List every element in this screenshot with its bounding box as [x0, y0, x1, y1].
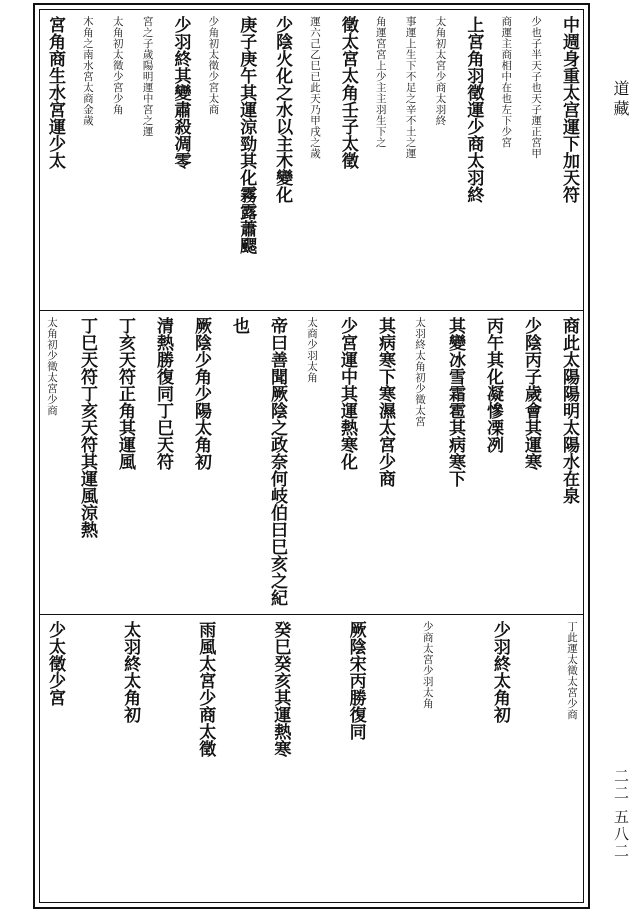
page-frame: [33, 3, 590, 909]
text-column: 厥陰少角少陽太角初: [191, 317, 211, 470]
text-band-top: [40, 10, 583, 306]
text-column: 中週身重太宫運下加天符: [559, 16, 579, 203]
text-column: 太商少羽太角: [306, 317, 318, 383]
text-column: 少角初太徵少宮太商: [207, 16, 220, 115]
text-column: 庚子庚午其運涼勁其化霧露蕭颸: [236, 16, 257, 254]
text-column: 少也子半天子也天子運正宮甲: [530, 16, 543, 159]
text-column: 商運主商相中在也左下少宮: [500, 16, 513, 148]
text-column: 也: [229, 317, 249, 334]
text-column: 癸巳癸亥其運熱寒: [270, 621, 291, 757]
text-column: 運六己乙巳已此天乃甲戌之歲: [309, 16, 321, 159]
text-column: 少宮運中其運熱寒化: [337, 317, 357, 470]
text-column: 少羽終太角初: [489, 621, 510, 723]
text-column: 徵太宮太角壬子太徵: [337, 16, 358, 169]
text-column: 丁此運太徵太宮少商: [565, 621, 578, 720]
text-column: 宮之子歲陽明運中宮之運: [141, 16, 154, 137]
page-number: 二二 五八二: [612, 768, 630, 860]
text-column: 太羽終太角初: [120, 621, 141, 723]
text-column: 清熱勝復同丁巳天符: [153, 317, 173, 470]
text-column: 其變冰雪霜雹其病寒下: [445, 317, 465, 487]
text-column: 宮角商生水宮運少太: [45, 16, 65, 169]
text-band-middle: [40, 310, 583, 611]
text-column: 木角之南水宮太商金歲: [81, 16, 94, 126]
text-column: 雨風太宮少商太徵: [195, 621, 216, 757]
text-column: 少太徵少宮: [45, 621, 65, 706]
text-column: 少陰丙子歲會其運寒: [521, 317, 541, 470]
text-columns-middle: [46, 317, 577, 605]
text-column: 太角初少徵太宮少商: [46, 317, 58, 416]
text-band-bottom: [40, 614, 583, 912]
text-column: 角運宮宮上少主主羽生下之: [374, 16, 387, 148]
text-column: 上宮角羽徵運少商太羽終: [463, 16, 484, 203]
text-column: 太角初太宮少商太羽終: [434, 16, 447, 126]
text-column: 丁巳天符丁亥天符其運風涼熱: [77, 317, 97, 538]
text-column: 商此太陽陽明太陽水在泉: [559, 317, 579, 504]
collection-title: 道藏: [611, 80, 630, 120]
text-column: 其病寒下寒濕太宮少商: [375, 317, 395, 487]
text-column: 少羽終其變肅殺凋零: [170, 16, 191, 169]
page-frame-inner: [39, 9, 584, 903]
text-column: 太角初太徵少宮少角: [111, 16, 124, 115]
text-column: 少陰火化之水以主木變化: [272, 16, 293, 203]
text-column: 厥陰宋丙勝復同: [345, 621, 366, 740]
text-column: 太羽終太角初少徵太宮: [414, 317, 426, 427]
text-column: 帝曰善聞厥陰之政奈何岐伯曰巳亥之紀: [267, 317, 287, 606]
text-columns-bottom: [46, 621, 577, 906]
text-column: 少商太宮少羽太角: [421, 621, 434, 709]
text-column: 事運上生下不足之辛不土之運: [404, 16, 417, 159]
text-column: 丁亥天符正角其運風: [115, 317, 135, 470]
text-column: 丙午其化凝慘凓冽: [483, 317, 503, 453]
text-columns-top: [46, 16, 577, 300]
